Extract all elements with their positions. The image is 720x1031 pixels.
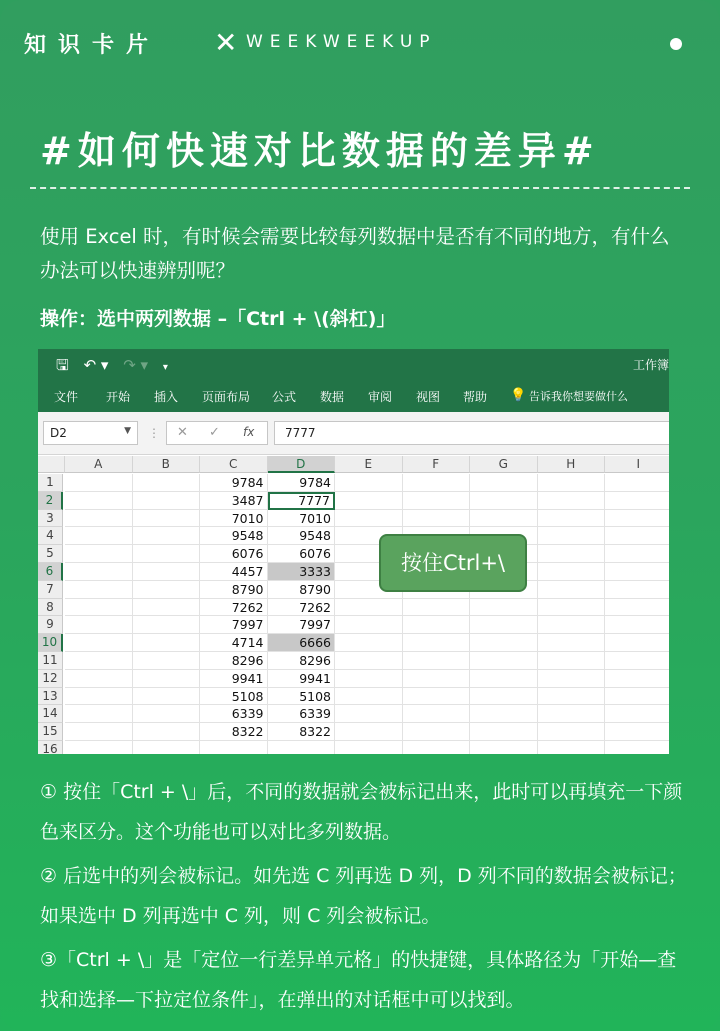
formula-bar bbox=[38, 412, 669, 455]
table-cell[interactable]: 5108 bbox=[200, 688, 268, 706]
table-cell[interactable] bbox=[538, 634, 606, 652]
intro-text: 使用 Excel 时，有时候会需要比较每列数据中是否有不同的地方，有什么办法可以快速辨别呢？ bbox=[40, 225, 670, 282]
page-title: #如何快速对比数据的差异# bbox=[40, 129, 600, 173]
table-cell[interactable]: 9548 bbox=[268, 527, 336, 545]
table-cell[interactable] bbox=[133, 705, 201, 723]
table-cell[interactable] bbox=[335, 634, 403, 652]
table-cell[interactable] bbox=[133, 741, 201, 754]
table-cell[interactable] bbox=[133, 652, 201, 670]
table-cell[interactable] bbox=[470, 492, 538, 510]
table-cell[interactable] bbox=[335, 510, 403, 528]
table-cell[interactable] bbox=[538, 527, 606, 545]
table-cell[interactable] bbox=[605, 474, 669, 492]
column-header-b[interactable]: B bbox=[133, 456, 201, 473]
select-all-corner[interactable] bbox=[38, 456, 65, 473]
table-cell[interactable]: 9941 bbox=[200, 670, 268, 688]
table-cell[interactable]: 7997 bbox=[200, 616, 268, 634]
notes bbox=[40, 772, 690, 1020]
table-cell[interactable]: 8790 bbox=[268, 581, 336, 599]
workbook-title: 工作簿 bbox=[632, 358, 669, 372]
note-1: ① 按住「Ctrl + \」后，不同的数据就会被标记出来，此时可以再填充一下颜色来区分。这个功能也可以对比多列数据。 bbox=[40, 781, 683, 843]
table-cell[interactable]: 3487 bbox=[200, 492, 268, 510]
table-cell[interactable] bbox=[65, 492, 133, 510]
table-cell[interactable] bbox=[403, 652, 471, 670]
table-cell[interactable] bbox=[65, 688, 133, 706]
table-cell[interactable]: 9784 bbox=[200, 474, 268, 492]
table-cell[interactable] bbox=[403, 492, 471, 510]
table-cell[interactable]: 6076 bbox=[268, 545, 336, 563]
table-cell[interactable] bbox=[268, 741, 336, 754]
table-cell[interactable] bbox=[335, 474, 403, 492]
row-header[interactable]: 3 bbox=[38, 510, 63, 528]
table-cell[interactable] bbox=[470, 634, 538, 652]
name-box-value: D2 bbox=[50, 426, 67, 440]
table-cell[interactable]: 7997 bbox=[268, 616, 336, 634]
column-header-c[interactable]: C bbox=[200, 456, 268, 473]
row-header[interactable]: 10 bbox=[38, 634, 63, 652]
table-cell[interactable]: 3333 bbox=[268, 563, 336, 581]
table-cell[interactable] bbox=[403, 599, 471, 617]
table-cell[interactable] bbox=[133, 545, 201, 563]
row-header[interactable]: 5 bbox=[38, 545, 63, 563]
table-cell[interactable] bbox=[470, 474, 538, 492]
table-cell[interactable] bbox=[403, 616, 471, 634]
table-cell[interactable] bbox=[538, 545, 606, 563]
table-cell[interactable] bbox=[470, 741, 538, 754]
table-cell[interactable] bbox=[65, 723, 133, 741]
table-cell[interactable] bbox=[65, 741, 133, 754]
table-cell[interactable] bbox=[335, 705, 403, 723]
brand-label: 知识卡片 bbox=[24, 33, 161, 58]
column-header-a[interactable]: A bbox=[65, 456, 133, 473]
table-cell[interactable] bbox=[605, 527, 669, 545]
cancel-icon[interactable]: ✕ bbox=[177, 425, 188, 440]
table-cell[interactable] bbox=[65, 634, 133, 652]
table-cell[interactable] bbox=[65, 652, 133, 670]
table-cell[interactable]: 8790 bbox=[200, 581, 268, 599]
table-cell[interactable] bbox=[538, 492, 606, 510]
lightbulb-icon: 💡 bbox=[510, 388, 527, 403]
table-cell[interactable] bbox=[538, 581, 606, 599]
tab-page-layout[interactable]: 页面布局 bbox=[202, 390, 251, 404]
table-cell[interactable] bbox=[403, 510, 471, 528]
table-cell[interactable]: 7262 bbox=[268, 599, 336, 617]
table-cell[interactable]: 6076 bbox=[200, 545, 268, 563]
formula-input[interactable]: 7777 bbox=[274, 421, 669, 445]
table-cell[interactable] bbox=[403, 705, 471, 723]
table-cell[interactable] bbox=[403, 474, 471, 492]
active-cell[interactable]: 7777 bbox=[268, 492, 336, 510]
table-cell[interactable] bbox=[605, 563, 669, 581]
table-cell[interactable] bbox=[65, 474, 133, 492]
table-cell[interactable] bbox=[65, 581, 133, 599]
table-cell[interactable] bbox=[335, 670, 403, 688]
table-cell[interactable]: 7010 bbox=[268, 510, 336, 528]
table-cell[interactable] bbox=[65, 510, 133, 528]
note-3: ③「Ctrl + \」是「定位一行差异单元格」的快捷键，具体路径为「开始—查找和选择—下拉定位条件」，在弹出的对话框中可以找到。 bbox=[40, 949, 677, 1011]
row-header[interactable]: 4 bbox=[38, 527, 63, 545]
dot-icon bbox=[670, 38, 682, 50]
table-cell[interactable] bbox=[200, 741, 268, 754]
tab-home[interactable]: 开始 bbox=[106, 390, 131, 404]
row-header[interactable]: 15 bbox=[38, 723, 63, 741]
fx-icon[interactable]: fx bbox=[243, 425, 255, 439]
table-cell[interactable] bbox=[133, 723, 201, 741]
table-cell[interactable] bbox=[538, 652, 606, 670]
table-cell[interactable] bbox=[470, 688, 538, 706]
table-cell[interactable] bbox=[538, 705, 606, 723]
table-cell[interactable] bbox=[605, 492, 669, 510]
column-header-i[interactable]: I bbox=[605, 456, 669, 473]
dashed-divider bbox=[30, 187, 690, 189]
table-cell[interactable] bbox=[335, 688, 403, 706]
grip-icon: ⋮ bbox=[148, 426, 160, 440]
chevron-down-icon[interactable]: ▼ bbox=[124, 426, 131, 436]
operation-text: 操作：选中两列数据 –「Ctrl + \(斜杠)」 bbox=[40, 308, 396, 330]
table-cell[interactable] bbox=[605, 634, 669, 652]
ribbon-tabs bbox=[38, 379, 669, 412]
table-cell[interactable] bbox=[605, 581, 669, 599]
table-cell[interactable] bbox=[335, 599, 403, 617]
tab-formulas[interactable]: 公式 bbox=[272, 390, 297, 404]
row-header[interactable]: 2 bbox=[38, 492, 63, 510]
table-cell[interactable] bbox=[538, 599, 606, 617]
row-header[interactable]: 1 bbox=[38, 474, 63, 492]
table-cell[interactable] bbox=[403, 723, 471, 741]
save-icon[interactable]: 🖫 bbox=[56, 356, 69, 374]
table-cell[interactable] bbox=[403, 670, 471, 688]
table-cell[interactable] bbox=[403, 634, 471, 652]
table-cell[interactable] bbox=[605, 705, 669, 723]
table-cell[interactable] bbox=[335, 723, 403, 741]
table-cell[interactable] bbox=[65, 599, 133, 617]
table-cell[interactable]: 6339 bbox=[268, 705, 336, 723]
table-cell[interactable] bbox=[65, 563, 133, 581]
table-cell[interactable]: 9784 bbox=[268, 474, 336, 492]
table-cell[interactable]: 7010 bbox=[200, 510, 268, 528]
row-header[interactable]: 6 bbox=[38, 563, 63, 581]
check-icon[interactable]: ✓ bbox=[209, 425, 220, 440]
column-header-e[interactable]: E bbox=[335, 456, 403, 473]
table-cell[interactable]: 8322 bbox=[268, 723, 336, 741]
row-header[interactable]: 11 bbox=[38, 652, 63, 670]
brand-name: WEEKWEEKUP bbox=[246, 32, 437, 52]
excel-screenshot bbox=[38, 349, 669, 754]
row-header[interactable]: 8 bbox=[38, 599, 63, 617]
table-cell[interactable] bbox=[470, 670, 538, 688]
table-cell[interactable] bbox=[605, 599, 669, 617]
table-cell[interactable] bbox=[133, 616, 201, 634]
table-cell[interactable] bbox=[470, 616, 538, 634]
customize-qat-icon[interactable]: ▾ bbox=[162, 362, 168, 373]
table-cell[interactable] bbox=[133, 527, 201, 545]
table-cell[interactable] bbox=[133, 492, 201, 510]
table-cell[interactable] bbox=[538, 741, 606, 754]
tab-help[interactable]: 帮助 bbox=[463, 390, 488, 404]
table-cell[interactable] bbox=[133, 634, 201, 652]
shortcut-callout: 按住Ctrl+\ bbox=[379, 534, 527, 592]
header bbox=[24, 28, 696, 58]
undo-icon[interactable]: ↶ ▾ bbox=[83, 356, 109, 374]
table-cell[interactable]: 7262 bbox=[200, 599, 268, 617]
table-cell[interactable] bbox=[538, 563, 606, 581]
table-cell[interactable] bbox=[133, 563, 201, 581]
table-cell[interactable] bbox=[605, 688, 669, 706]
table-cell[interactable]: 5108 bbox=[268, 688, 336, 706]
column-header-d[interactable]: D bbox=[268, 456, 336, 473]
table-cell[interactable] bbox=[538, 688, 606, 706]
table-cell[interactable] bbox=[470, 652, 538, 670]
table-cell[interactable] bbox=[605, 510, 669, 528]
table-cell[interactable] bbox=[403, 688, 471, 706]
row-header[interactable]: 13 bbox=[38, 688, 63, 706]
table-cell[interactable] bbox=[605, 652, 669, 670]
row-header[interactable]: 16 bbox=[38, 741, 63, 754]
tab-data[interactable]: 数据 bbox=[320, 390, 345, 404]
tell-me-search[interactable]: 告诉我你想要做什么 bbox=[529, 390, 628, 403]
table-cell[interactable] bbox=[403, 741, 471, 754]
table-cell[interactable]: 9941 bbox=[268, 670, 336, 688]
table-cell[interactable] bbox=[538, 616, 606, 634]
table-cell[interactable] bbox=[538, 670, 606, 688]
table-cell[interactable] bbox=[605, 670, 669, 688]
row-header[interactable]: 12 bbox=[38, 670, 63, 688]
table-cell[interactable] bbox=[335, 652, 403, 670]
table-cell[interactable] bbox=[133, 581, 201, 599]
table-cell[interactable] bbox=[133, 688, 201, 706]
table-cell[interactable] bbox=[470, 510, 538, 528]
table-cell[interactable] bbox=[605, 741, 669, 754]
table-cell[interactable] bbox=[538, 510, 606, 528]
tab-view[interactable]: 视图 bbox=[416, 390, 441, 404]
table-cell[interactable]: 6666 bbox=[268, 634, 336, 652]
row-header[interactable]: 7 bbox=[38, 581, 63, 599]
table-cell[interactable] bbox=[335, 492, 403, 510]
table-cell[interactable]: 4714 bbox=[200, 634, 268, 652]
table-cell[interactable] bbox=[65, 670, 133, 688]
tab-review[interactable]: 审阅 bbox=[368, 390, 393, 404]
table-cell[interactable] bbox=[335, 616, 403, 634]
formula-buttons bbox=[166, 421, 268, 445]
table-cell[interactable]: 8296 bbox=[200, 652, 268, 670]
table-cell[interactable]: 9548 bbox=[200, 527, 268, 545]
close-x-icon: ✕ bbox=[214, 26, 238, 59]
table-cell[interactable]: 6339 bbox=[200, 705, 268, 723]
table-cell[interactable] bbox=[605, 616, 669, 634]
table-cell[interactable] bbox=[65, 616, 133, 634]
name-box[interactable] bbox=[43, 421, 138, 445]
note-2: ② 后选中的列会被标记。如先选 C 列再选 D 列，D 列不同的数据会被标记；如果选中 D 列再选中 C 列，则 C 列会被标记。 bbox=[40, 865, 687, 927]
table-cell[interactable] bbox=[133, 599, 201, 617]
table-cell[interactable] bbox=[538, 723, 606, 741]
table-cell[interactable] bbox=[335, 741, 403, 754]
row-header[interactable]: 9 bbox=[38, 616, 63, 634]
redo-icon[interactable]: ↷ ▾ bbox=[123, 356, 149, 374]
table-cell[interactable]: 8322 bbox=[200, 723, 268, 741]
table-cell[interactable] bbox=[133, 474, 201, 492]
table-cell[interactable] bbox=[605, 723, 669, 741]
table-cell[interactable] bbox=[470, 723, 538, 741]
quick-access-toolbar bbox=[38, 349, 669, 379]
tab-insert[interactable]: 插入 bbox=[154, 390, 179, 404]
column-header-g[interactable]: G bbox=[470, 456, 538, 473]
table-cell[interactable] bbox=[470, 599, 538, 617]
table-cell[interactable] bbox=[65, 705, 133, 723]
table-cell[interactable]: 4457 bbox=[200, 563, 268, 581]
table-cell[interactable] bbox=[538, 474, 606, 492]
table-cell[interactable] bbox=[133, 510, 201, 528]
column-header-f[interactable]: F bbox=[403, 456, 471, 473]
tab-file[interactable]: 文件 bbox=[54, 390, 79, 404]
table-cell[interactable] bbox=[65, 545, 133, 563]
table-cell[interactable] bbox=[65, 527, 133, 545]
row-header[interactable]: 14 bbox=[38, 705, 63, 723]
table-cell[interactable]: 8296 bbox=[268, 652, 336, 670]
table-cell[interactable] bbox=[470, 705, 538, 723]
table-cell[interactable] bbox=[133, 670, 201, 688]
table-cell[interactable] bbox=[605, 545, 669, 563]
column-header-h[interactable]: H bbox=[538, 456, 606, 473]
